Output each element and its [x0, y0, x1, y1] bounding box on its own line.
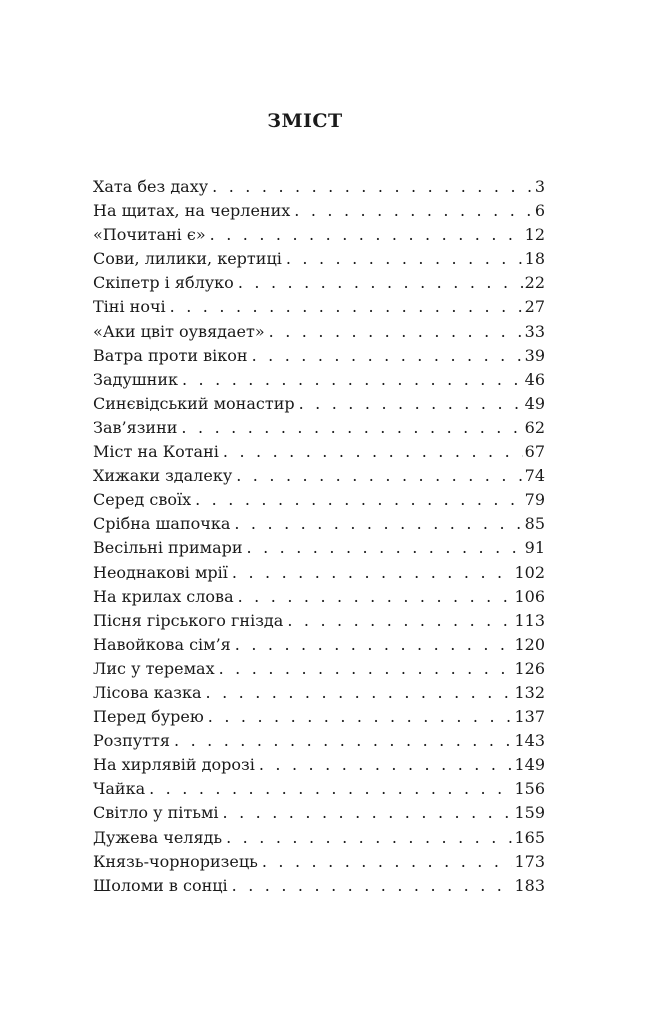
- dot-leader: [226, 826, 512, 850]
- dot-leader: [299, 392, 523, 416]
- chapter-title: Хижаки здалеку: [93, 464, 236, 488]
- page-number: 156: [512, 777, 545, 801]
- page-number: 132: [512, 681, 545, 705]
- page-number: 106: [512, 585, 545, 609]
- chapter-title: На щитах, на черлених: [93, 199, 294, 223]
- dot-leader: [212, 175, 533, 199]
- chapter-title: Тіні ночі: [93, 295, 170, 319]
- toc-entry: [93, 681, 545, 705]
- chapter-title: Весільні примари: [93, 536, 247, 560]
- dot-leader: [294, 199, 533, 223]
- table-of-contents: [93, 175, 545, 898]
- dot-leader: [259, 753, 513, 777]
- page-number: 165: [512, 826, 545, 850]
- toc-entry: [93, 753, 545, 777]
- dot-leader: [210, 223, 523, 247]
- chapter-title: Чайка: [93, 777, 149, 801]
- chapter-title: На крилах слова: [93, 585, 238, 609]
- page-number: 173: [512, 850, 545, 874]
- toc-entry: [93, 729, 545, 753]
- page-number: 39: [523, 344, 545, 368]
- toc-entry: [93, 247, 545, 271]
- toc-entry: [93, 344, 545, 368]
- chapter-title: Перед бурею: [93, 705, 208, 729]
- dot-leader: [232, 874, 513, 898]
- toc-entry: [93, 488, 545, 512]
- dot-leader: [223, 801, 513, 825]
- dot-leader: [235, 633, 513, 657]
- page-number: 137: [512, 705, 545, 729]
- page-number: 22: [523, 271, 545, 295]
- toc-entry: [93, 512, 545, 536]
- chapter-title: Срібна шапочка: [93, 512, 234, 536]
- dot-leader: [238, 271, 523, 295]
- chapter-title: Серед своїх: [93, 488, 195, 512]
- toc-entry: [93, 464, 545, 488]
- chapter-title: «Почитані є»: [93, 223, 210, 247]
- page-number: 102: [512, 561, 545, 585]
- chapter-title: Розпуття: [93, 729, 174, 753]
- chapter-title: Зав’язини: [93, 416, 181, 440]
- chapter-title: Лис у теремах: [93, 657, 219, 681]
- page-number: 159: [512, 801, 545, 825]
- toc-entry: [93, 320, 545, 344]
- toc-entry: [93, 295, 545, 319]
- dot-leader: [181, 416, 522, 440]
- page-number: 49: [523, 392, 545, 416]
- page-number: 91: [523, 536, 545, 560]
- dot-leader: [206, 681, 513, 705]
- toc-entry: [93, 392, 545, 416]
- toc-entry: [93, 826, 545, 850]
- toc-entry: [93, 271, 545, 295]
- chapter-title: Князь-чорноризець: [93, 850, 262, 874]
- chapter-title: Неоднакові мрії: [93, 561, 232, 585]
- toc-entry: [93, 416, 545, 440]
- chapter-title: Лісова казка: [93, 681, 206, 705]
- toc-entry: [93, 777, 545, 801]
- toc-entry: [93, 561, 545, 585]
- page-number: 3: [533, 175, 545, 199]
- dot-leader: [149, 777, 512, 801]
- toc-entry: [93, 223, 545, 247]
- dot-leader: [262, 850, 513, 874]
- dot-leader: [252, 344, 523, 368]
- dot-leader: [223, 440, 523, 464]
- toc-entry: [93, 536, 545, 560]
- toc-entry: [93, 585, 545, 609]
- page-number: 113: [512, 609, 545, 633]
- dot-leader: [238, 585, 513, 609]
- page-number: 143: [512, 729, 545, 753]
- chapter-title: Синєвідський монастир: [93, 392, 299, 416]
- dot-leader: [232, 561, 513, 585]
- dot-leader: [195, 488, 523, 512]
- chapter-title: Ватра проти вікон: [93, 344, 252, 368]
- page-number: 33: [523, 320, 545, 344]
- chapter-title: Скіпетр і яблуко: [93, 271, 238, 295]
- chapter-title: На хирлявій дорозі: [93, 753, 259, 777]
- dot-leader: [219, 657, 513, 681]
- toc-entry: [93, 175, 545, 199]
- dot-leader: [287, 609, 512, 633]
- toc-entry: [93, 657, 545, 681]
- page-number: 120: [512, 633, 545, 657]
- dot-leader: [182, 368, 523, 392]
- dot-leader: [247, 536, 523, 560]
- toc-entry: [93, 801, 545, 825]
- toc-entry: [93, 633, 545, 657]
- chapter-title: Навойкова сім’я: [93, 633, 235, 657]
- page-number: 27: [523, 295, 545, 319]
- dot-leader: [269, 320, 523, 344]
- page-number: 149: [512, 753, 545, 777]
- chapter-title: «Аки цвіт оувядает»: [93, 320, 269, 344]
- chapter-title: Сови, лилики, кертиці: [93, 247, 286, 271]
- page-number: 183: [512, 874, 545, 898]
- page-number: 12: [523, 223, 545, 247]
- toc-entry: [93, 609, 545, 633]
- page-number: 62: [523, 416, 545, 440]
- dot-leader: [208, 705, 513, 729]
- toc-entry: [93, 874, 545, 898]
- chapter-title: Задушник: [93, 368, 182, 392]
- chapter-title: Міст на Котані: [93, 440, 223, 464]
- page-number: 74: [523, 464, 545, 488]
- page-number: 79: [523, 488, 545, 512]
- dot-leader: [170, 295, 523, 319]
- chapter-title: Шоломи в сонці: [93, 874, 232, 898]
- dot-leader: [236, 464, 522, 488]
- chapter-title: Пісня гірського гнізда: [93, 609, 287, 633]
- toc-entry: [93, 850, 545, 874]
- chapter-title: Хата без даху: [93, 175, 212, 199]
- page-number: 85: [523, 512, 545, 536]
- toc-entry: [93, 368, 545, 392]
- toc-entry: [93, 705, 545, 729]
- page-number: 6: [533, 199, 545, 223]
- toc-entry: [93, 199, 545, 223]
- page-number: 126: [512, 657, 545, 681]
- page-number: 18: [523, 247, 545, 271]
- page-number: 46: [523, 368, 545, 392]
- dot-leader: [234, 512, 522, 536]
- toc-entry: [93, 440, 545, 464]
- dot-leader: [174, 729, 512, 753]
- dot-leader: [286, 247, 523, 271]
- chapter-title: Світло у пітьмі: [93, 801, 223, 825]
- page-number: 67: [523, 440, 545, 464]
- chapter-title: Дужева челядь: [93, 826, 226, 850]
- page-title: ЗМІСТ: [267, 110, 343, 132]
